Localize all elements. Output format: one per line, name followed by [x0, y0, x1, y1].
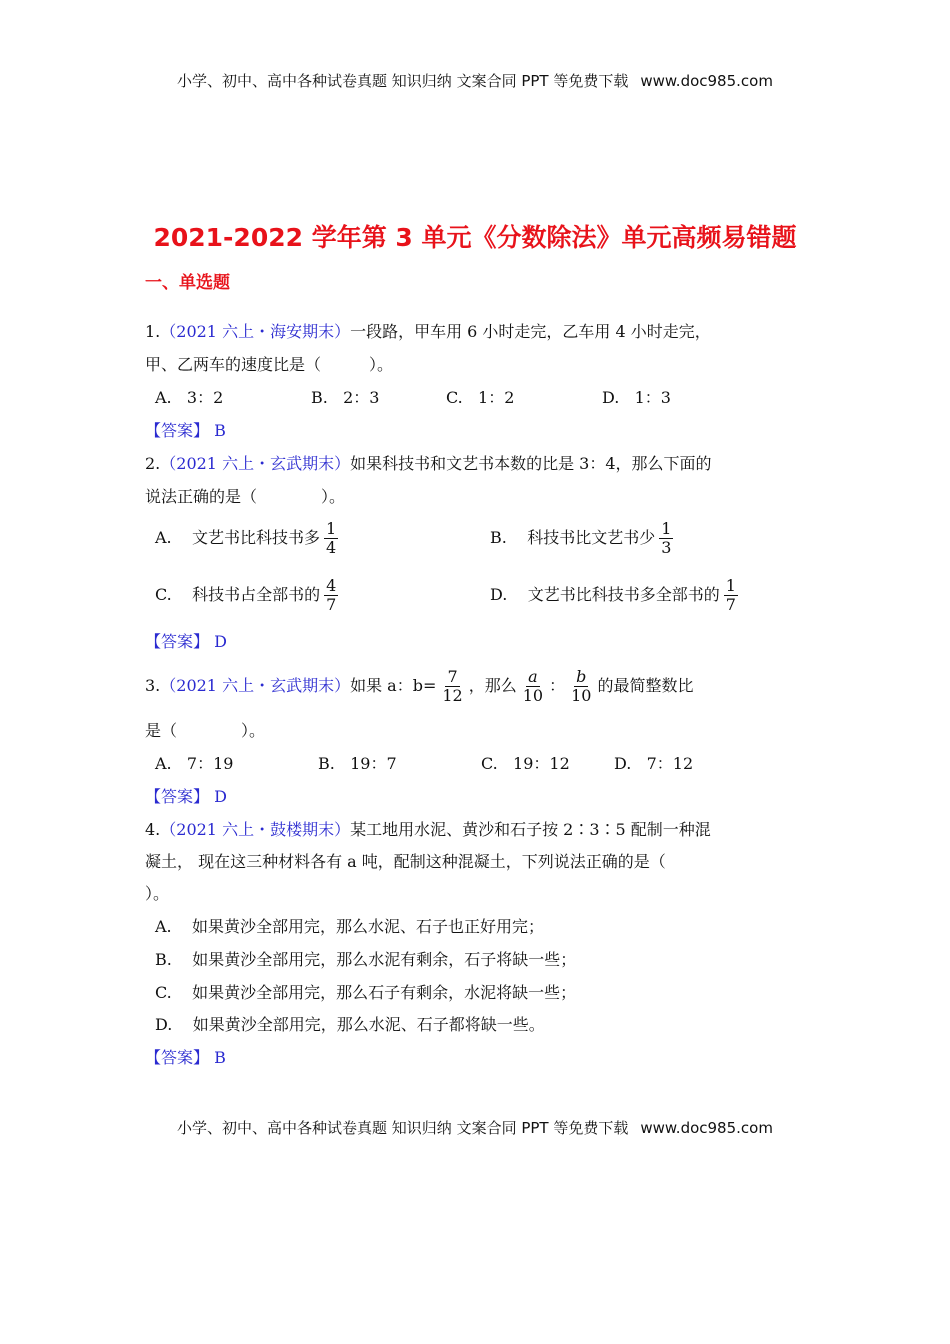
q3-answer: 【答案】 D: [145, 787, 227, 806]
question-4-line-2: 凝土， 现在这三种材料各有 a 吨，配制这种混凝土，下列说法正确的是（: [145, 852, 666, 871]
question-3-line-2: 是（ ）。: [145, 721, 266, 740]
q3-option-b: B. 19：7: [318, 754, 397, 773]
page-footer: [0, 1117, 950, 1138]
q2-option-a: A. 文艺书比科技书多 $\frac{1}{4}$: [155, 519, 337, 557]
q3-option-c: C. 19：12: [481, 754, 570, 773]
question-3-line-1: 3.（2021 六上・玄武期末）如果 a：b= $\frac{7}{12}$ ，那么 $\frac{a}{10}$ ： $\frac{b}{10}$ 的最简整数比: [145, 667, 694, 705]
question-1-line-2: 甲、乙两车的速度比是（ ）。: [145, 355, 394, 374]
q2-option-b: B. 科技书比文艺书少 $\frac{1}{3}$: [490, 519, 672, 557]
q3-option-a: A. 7：19: [155, 754, 234, 773]
q2-option-d: D. 文艺书比科技书多全部书的 $\frac{1}{7}$: [490, 576, 736, 614]
question-number: 1.: [145, 322, 161, 341]
question-source: （2021 六上・海安期末）: [160, 322, 351, 341]
q4-option-a: A. 如果黄沙全部用完，那么水泥、石子也正好用完；: [155, 917, 544, 936]
header-text: 小学、初中、高中各种试卷真题 知识归纳 文案合同 PPT 等免费下载: [177, 72, 629, 90]
document-title: 2021-2022 学年第 3 单元《分数除法》单元高频易错题: [153, 223, 797, 252]
question-2-line-2: 说法正确的是（ ）。: [145, 487, 346, 506]
q2-answer: 【答案】 D: [145, 632, 227, 651]
footer-text: 小学、初中、高中各种试卷真题 知识归纳 文案合同 PPT 等免费下载: [177, 1119, 629, 1137]
q1-option-a: A. 3：2: [155, 388, 224, 407]
q3-option-d: D. 7：12: [614, 754, 694, 773]
section-heading: 一、单选题: [145, 273, 230, 293]
q1-answer: 【答案】 B: [145, 421, 226, 440]
question-4-line-1: 4.（2021 六上・鼓楼期末）某工地用水泥、黄沙和石子按 2∶3∶5 配制一种混: [145, 820, 711, 839]
question-1-line-1: [145, 322, 711, 342]
q4-option-d: D. 如果黄沙全部用完，那么水泥、石子都将缺一些。: [155, 1015, 545, 1034]
footer-url[interactable]: www.doc985.com: [640, 1119, 773, 1137]
q1-option-b: B. 2：3: [311, 388, 380, 407]
question-text: 一段路，甲车用 6 小时走完，乙车用 4 小时走完，: [350, 322, 711, 341]
q1-option-d: D. 1：3: [602, 388, 671, 407]
question-2-line-1: 2.（2021 六上・玄武期末）如果科技书和文艺书本数的比是 3：4，那么下面的: [145, 454, 712, 473]
question-4-line-3: ）。: [145, 884, 170, 903]
q2-option-c: C. 科技书占全部书的 $\frac{4}{7}$: [155, 576, 337, 614]
page-header: [0, 70, 950, 91]
q4-answer: 【答案】 B: [145, 1048, 226, 1067]
header-url[interactable]: www.doc985.com: [640, 72, 773, 90]
q4-option-b: B. 如果黄沙全部用完，那么水泥有剩余，石子将缺一些；: [155, 950, 577, 969]
q1-option-c: C. 1：2: [446, 388, 515, 407]
q4-option-c: C. 如果黄沙全部用完，那么石子有剩余，水泥将缺一些；: [155, 983, 577, 1002]
